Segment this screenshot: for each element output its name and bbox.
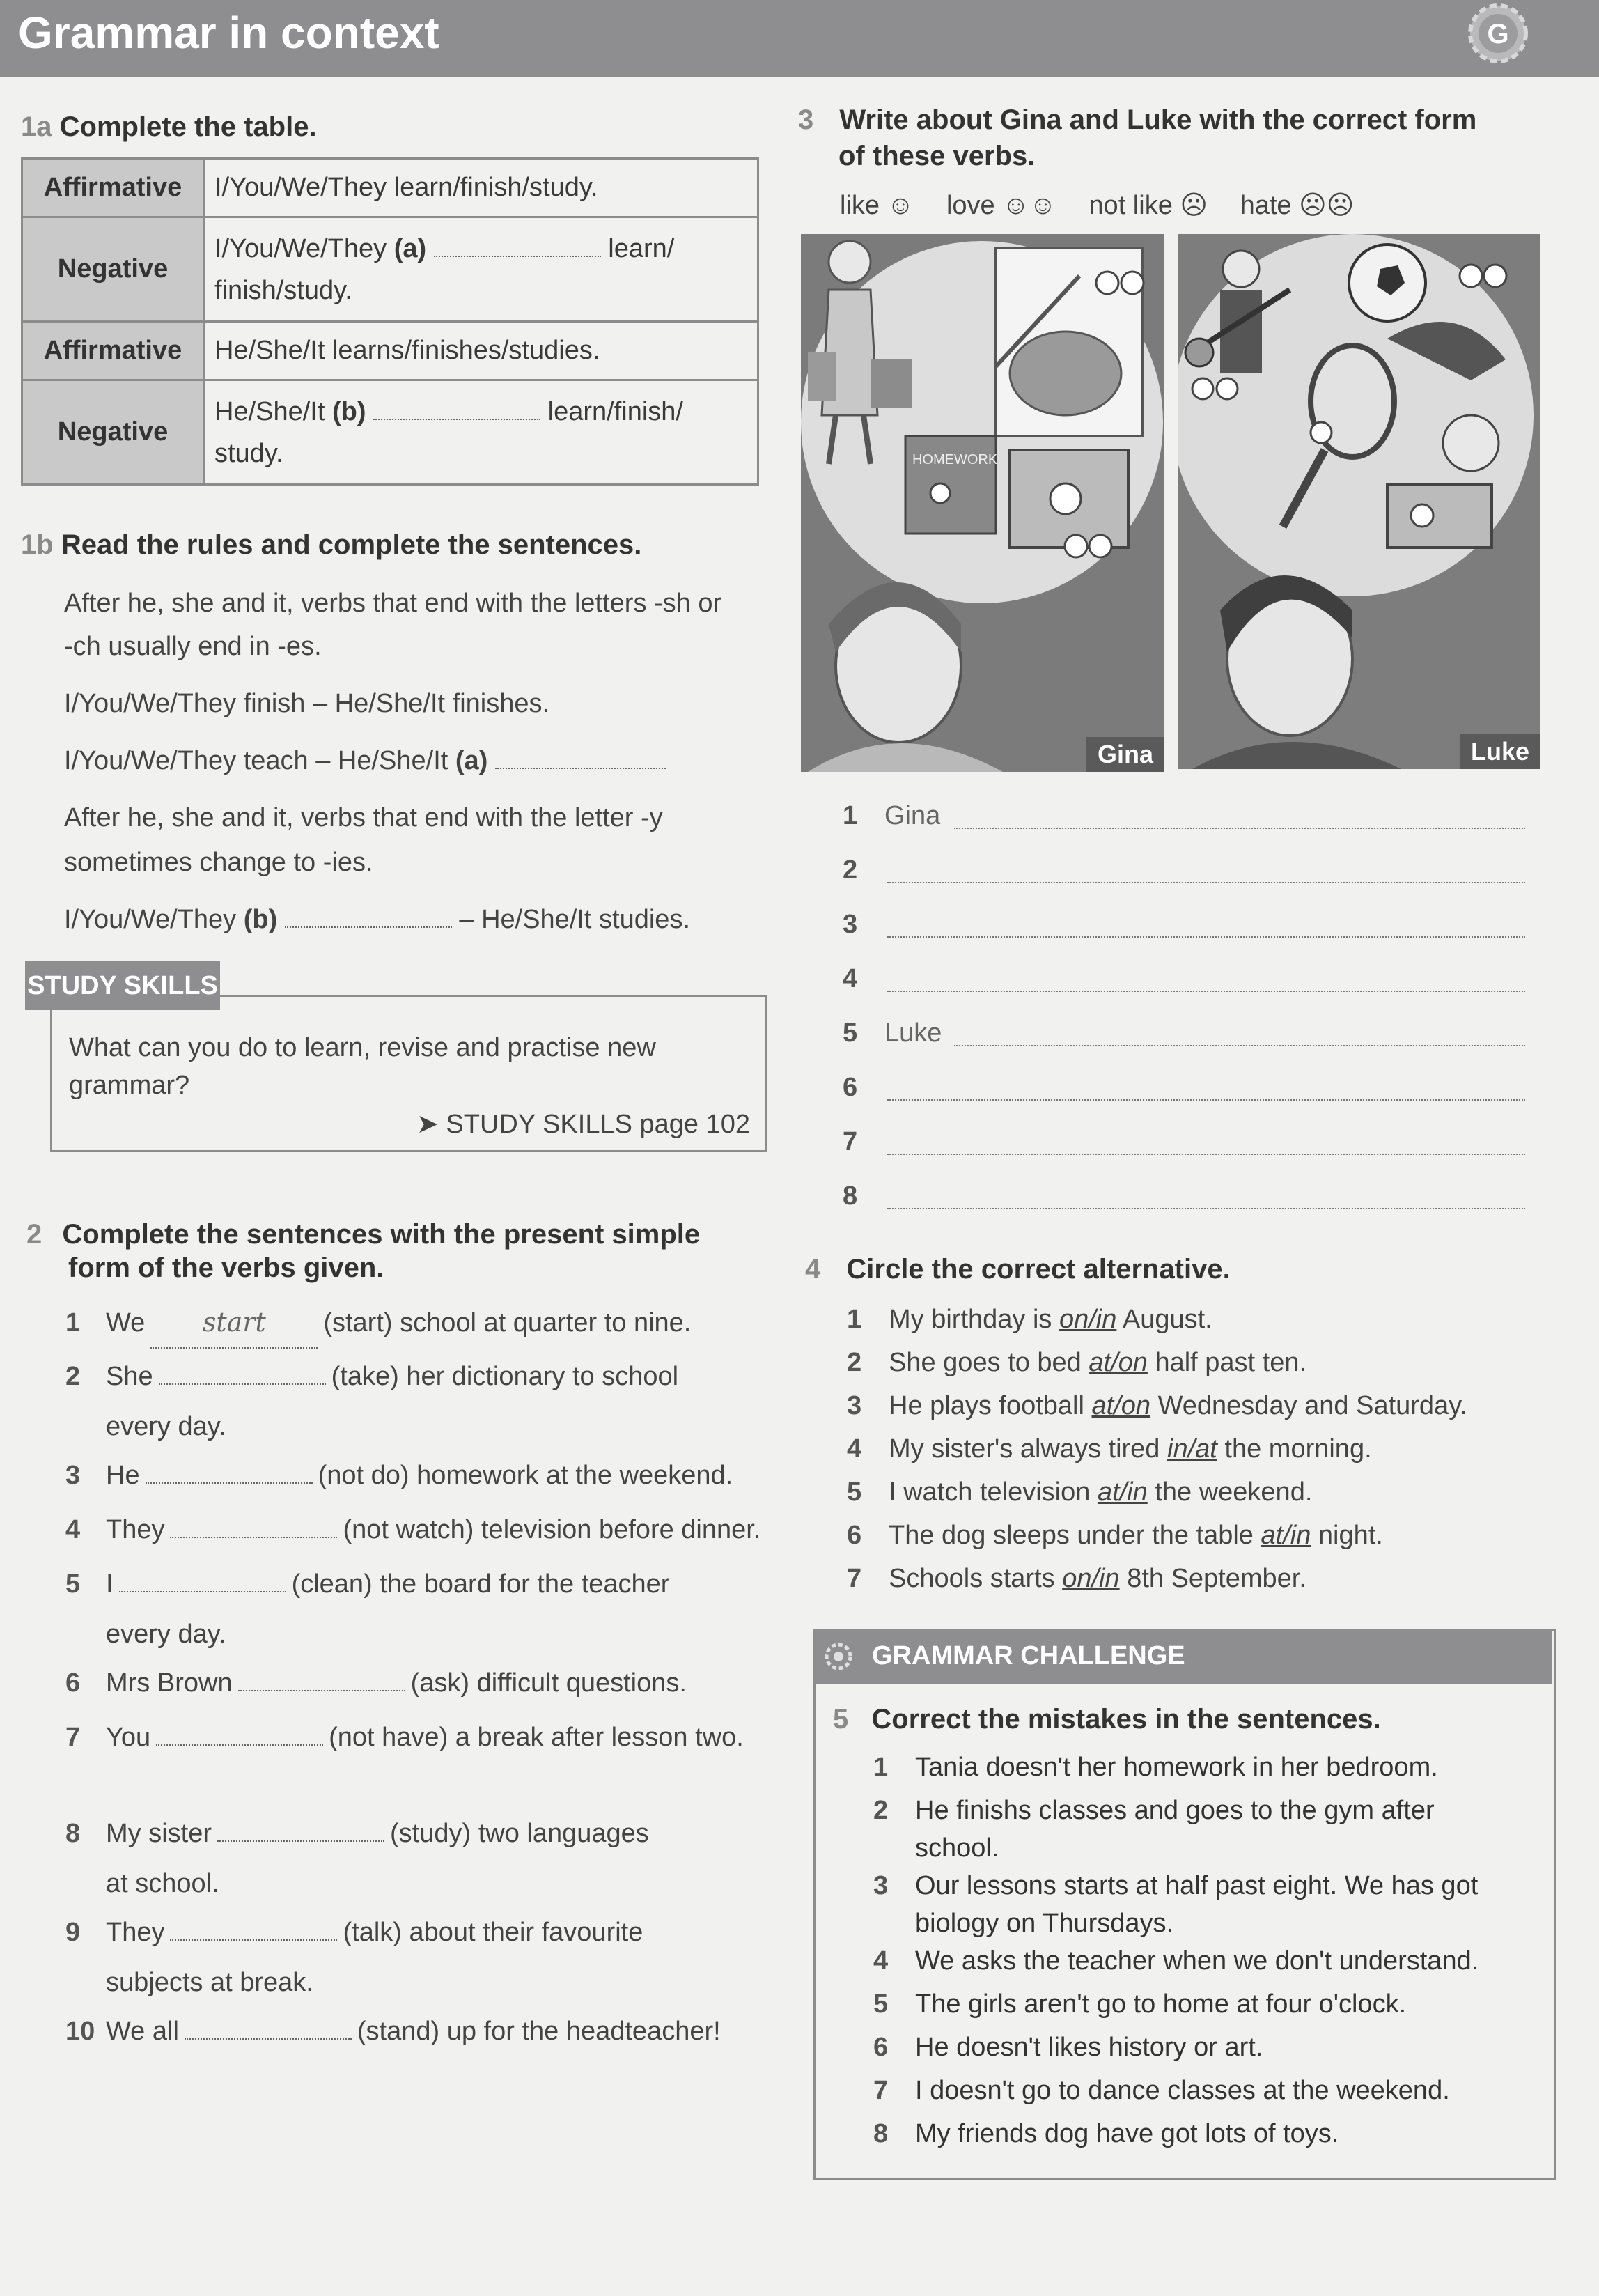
item-after: night.: [1318, 1521, 1383, 1550]
list-item: [847, 1559, 1543, 1598]
verb-love: [946, 191, 1056, 220]
luke-illustration: [1178, 234, 1540, 769]
example2: [64, 738, 760, 783]
item-rest: (ask) difficult questions.: [410, 1668, 687, 1698]
line-number: 8: [843, 1181, 858, 1211]
line-number: 6: [843, 1073, 858, 1102]
smiley-icon: [1411, 504, 1433, 527]
answer-blank[interactable]: [146, 1482, 313, 1484]
list-item: [873, 1748, 1542, 1786]
palette: [1010, 332, 1121, 415]
smiley-icon: ☺: [887, 191, 914, 220]
homework-book: [905, 436, 996, 534]
item-subject: Mrs Brown: [106, 1668, 233, 1698]
answer-blank[interactable]: [170, 1939, 337, 1941]
blank-marker: (a): [393, 233, 427, 263]
grammar-gear-icon: [1460, 1, 1536, 65]
shopping-bag: [808, 352, 836, 401]
item-number: 5: [65, 1569, 81, 1599]
row-text: [204, 217, 758, 322]
answer-input-line[interactable]: [887, 1099, 1525, 1101]
gina-illustration: [801, 234, 1164, 772]
verb-hate: [1240, 191, 1355, 220]
item-number: 2: [847, 1348, 862, 1377]
item-number: 8: [65, 1819, 81, 1848]
answer-line: [843, 959, 1539, 1000]
list-item: [65, 1450, 804, 1500]
answer-input-line[interactable]: [887, 936, 1525, 938]
item-rest: (not have) a break after lesson two.: [329, 1723, 744, 1752]
ex3-title-line1: Write about Gina and Luke with the correct form: [839, 104, 1477, 135]
list-item: [65, 1907, 804, 2008]
answer-blank[interactable]: [156, 1744, 323, 1746]
verb-word: like: [840, 191, 880, 220]
option-choice[interactable]: in/at: [1167, 1434, 1217, 1464]
item-number: 7: [65, 1723, 81, 1752]
item-before: She goes to bed: [889, 1348, 1082, 1377]
option-choice[interactable]: on/in: [1059, 1305, 1117, 1334]
item-before: He plays football: [889, 1391, 1084, 1420]
table-row: [22, 159, 758, 217]
item-after: half past ten.: [1155, 1348, 1307, 1377]
item-line1: Our lessons starts at half past eight. We has got: [915, 1871, 1479, 1900]
item-rest: (not do) homework at the weekend.: [318, 1461, 733, 1490]
luke-scene: [1178, 234, 1540, 769]
page-title: Grammar in context: [18, 8, 439, 58]
row-text-before: He/She/It: [214, 396, 325, 426]
answer-input-line[interactable]: [887, 1208, 1525, 1209]
item-before: Schools starts: [889, 1564, 1055, 1593]
example3: [64, 897, 760, 942]
line-number: 5: [843, 1018, 858, 1048]
item-number: 4: [65, 1515, 81, 1544]
laptop: [1387, 485, 1492, 548]
item-before: I watch television: [889, 1477, 1091, 1507]
item-number: 3: [65, 1461, 81, 1490]
item-line1: I doesn't go to dance classes at the weekend.: [915, 2076, 1450, 2105]
study-skills-text: [69, 1029, 656, 1104]
answer-line: [843, 796, 1539, 837]
item-number: 1: [873, 1753, 889, 1782]
item-continuation: every day.: [106, 1620, 226, 1649]
row-text-after: learn/ finish/study.: [214, 233, 675, 305]
row-text-before: I/You/We/They learn/finish/study.: [214, 173, 598, 202]
item-number: 8: [873, 2119, 889, 2148]
item-continuation: every day.: [106, 1412, 226, 1441]
verb-not-like: [1089, 191, 1208, 220]
item-line1: My friends dog have got lots of toys.: [915, 2119, 1339, 2148]
row-text-before: I/You/We/They: [214, 233, 387, 263]
line-number: 1: [843, 801, 858, 830]
example3-after: – He/She/It studies.: [459, 905, 691, 934]
row-label: Negative: [22, 380, 204, 485]
list-item: [847, 1516, 1543, 1555]
item-line2: biology on Thursdays.: [915, 1909, 1174, 1938]
item-rest: (stand) up for the headteacher!: [357, 2017, 721, 2046]
answer-line: [843, 904, 1539, 946]
rule1-line1: After he, she and it, verbs that end with the letters -sh or: [64, 589, 722, 618]
item-line1: He doesn't likes history or art.: [915, 2033, 1263, 2062]
answer-blank[interactable]: [373, 419, 540, 420]
rule2-line1: After he, she and it, verbs that end with the letter -y: [64, 803, 663, 832]
answer-blank[interactable]: [495, 768, 666, 769]
study-skills-line2: grammar?: [69, 1071, 190, 1100]
table-row: [22, 322, 758, 380]
item-number: 7: [847, 1564, 862, 1593]
item-subject: We: [106, 1308, 146, 1337]
line-number: 3: [843, 910, 858, 939]
homework-label: HOMEWORK: [912, 452, 998, 467]
line-start: Gina: [884, 801, 941, 830]
answer-input-line[interactable]: [954, 1045, 1525, 1046]
answer-blank[interactable]: [217, 1840, 384, 1842]
ex2-title-line1: Complete the sentences with the present simple: [62, 1219, 701, 1250]
item-line1: We asks the teacher when we don't understand.: [915, 1946, 1479, 1976]
list-item: [65, 1808, 804, 1909]
smiley-icon: [1460, 265, 1482, 287]
item-after: Wednesday and Saturday.: [1157, 1391, 1467, 1420]
guitar-player: [1223, 251, 1259, 287]
line-start: Luke: [884, 1018, 942, 1048]
list-item: [873, 2029, 1542, 2066]
list-item: [65, 1351, 804, 1452]
grammar-letter: G: [1487, 19, 1509, 49]
item-number: 2: [873, 1796, 889, 1825]
frown-icon: [1192, 378, 1213, 399]
item-number: 10: [65, 2017, 95, 2046]
row-text-after: learn/finish/ study.: [214, 396, 683, 468]
option-choice[interactable]: at/on: [1089, 1348, 1148, 1377]
answer-input-line[interactable]: [887, 882, 1525, 883]
list-item: [873, 1985, 1542, 2023]
study-skills-tab: STUDY SKILLS: [25, 961, 220, 1010]
gina-label: Gina: [1086, 737, 1164, 772]
item-number: 9: [65, 1918, 81, 1947]
list-item: [873, 1942, 1542, 1980]
item-number: 3: [873, 1871, 889, 1900]
verb-table: [21, 157, 759, 486]
item-number: 5: [847, 1477, 862, 1507]
answer-line: [843, 1176, 1539, 1218]
answer-line: [843, 1122, 1539, 1163]
smiley-icon: [1484, 265, 1506, 287]
list-item: [847, 1473, 1543, 1512]
answer-line: [843, 850, 1539, 892]
ex1b-title: Read the rules and complete the sentences.: [61, 529, 642, 560]
answer-blank[interactable]: [185, 2038, 352, 2040]
item-line1: The girls aren't go to home at four o'clock.: [915, 1989, 1407, 2019]
item-rest: (take) her dictionary to school: [331, 1362, 679, 1391]
ex2-number: 2: [26, 1219, 42, 1250]
gina-scene: [801, 234, 1164, 772]
item-before: My birthday is: [889, 1305, 1052, 1334]
ex2-title-line2: form of the verbs given.: [68, 1252, 384, 1283]
item-subject: She: [106, 1362, 153, 1391]
list-item: [65, 1505, 804, 1555]
line-number: 7: [843, 1127, 858, 1156]
item-number: 6: [847, 1521, 862, 1550]
row-label: Affirmative: [22, 159, 204, 217]
item-rest: (talk) about their favourite: [343, 1918, 644, 1947]
example2-text: I/You/We/They teach – He/She/It: [64, 746, 448, 775]
double-smiley-icon: ☺☺: [1002, 191, 1056, 220]
example1: I/You/We/They finish – He/She/It finishes.: [64, 689, 550, 718]
rule1-line2: -ch usually end in -es.: [64, 632, 322, 661]
list-item: [873, 2072, 1542, 2109]
item-subject: My sister: [106, 1819, 212, 1848]
item-rest: (not watch) television before dinner.: [343, 1515, 761, 1544]
item-after: August.: [1122, 1305, 1212, 1334]
item-before: The dog sleeps under the table: [889, 1521, 1254, 1550]
row-label: Affirmative: [22, 322, 204, 380]
verb-like: [840, 191, 914, 220]
item-subject: I: [106, 1569, 114, 1599]
ex3-heading: [798, 102, 1476, 174]
list-item: [873, 2115, 1542, 2152]
option-choice[interactable]: on/in: [1062, 1564, 1120, 1593]
list-item: [65, 1712, 804, 1762]
ex1b-heading: [21, 529, 641, 561]
item-number: 6: [873, 2033, 889, 2062]
answer-blank[interactable]: [170, 1537, 337, 1538]
item-after: the weekend.: [1155, 1477, 1313, 1507]
item-before: My sister's always tired: [889, 1434, 1160, 1464]
item-number: 5: [873, 1989, 889, 2019]
blank-marker: (a): [455, 746, 488, 775]
verb-word: hate: [1240, 191, 1292, 220]
ex5-heading: [833, 1704, 1381, 1735]
ex1a-title: Complete the table.: [59, 111, 317, 142]
list-item: [65, 1658, 804, 1708]
item-rest: (clean) the board for the teacher: [291, 1569, 670, 1599]
ex4-number: 4: [805, 1254, 821, 1285]
page-header: [0, 0, 1599, 77]
answer-input-line[interactable]: [887, 991, 1525, 992]
table-row: [22, 380, 758, 485]
option-choice[interactable]: at/in: [1261, 1521, 1311, 1550]
verb-word: love: [946, 191, 995, 220]
list-item: [65, 1297, 804, 1349]
item-continuation: subjects at break.: [106, 1968, 313, 1997]
study-skills-box: [50, 995, 767, 1152]
list-item: [847, 1386, 1543, 1425]
row-text: [204, 380, 758, 485]
challenge-gear-icon: [823, 1641, 854, 1672]
row-text: [204, 159, 758, 217]
ex2-heading: [26, 1218, 700, 1285]
answer-line: [843, 1067, 1539, 1109]
answer-blank[interactable]: [434, 256, 601, 257]
ex4-title: Circle the correct alternative.: [846, 1254, 1231, 1285]
verb-key: [840, 189, 1354, 221]
frown-icon: [1065, 535, 1087, 557]
ex5-number: 5: [833, 1704, 849, 1735]
rule2-line2: sometimes change to -ies.: [64, 848, 373, 877]
item-number: 3: [847, 1391, 862, 1420]
line-number: 4: [843, 964, 858, 993]
table-row: [22, 217, 758, 322]
answer-blank[interactable]: [159, 1383, 326, 1385]
item-rest: (study) two languages: [390, 1819, 649, 1848]
option-choice[interactable]: at/on: [1091, 1391, 1151, 1420]
list-item: [847, 1343, 1543, 1382]
item-subject: They: [106, 1515, 165, 1544]
ex1a-heading: [21, 111, 317, 143]
answer-blank[interactable]: [238, 1690, 405, 1691]
example3-text: I/You/We/They: [64, 905, 237, 934]
ex5-title: Correct the mistakes in the sentences.: [871, 1704, 1381, 1735]
grammar-challenge-bar: [813, 1629, 1552, 1684]
list-item: [65, 1559, 804, 1659]
luke-label: Luke: [1460, 734, 1540, 769]
answer-blank[interactable]: [119, 1591, 286, 1592]
item-number: 7: [873, 2076, 889, 2105]
answer-input-line[interactable]: [954, 828, 1525, 829]
item-number: 4: [847, 1434, 862, 1464]
girl-figure: [829, 241, 871, 283]
smiley-icon: [1096, 272, 1118, 294]
ex3-number: 3: [798, 104, 814, 135]
item-after: the morning.: [1224, 1434, 1372, 1464]
answer-blank[interactable]: [150, 1297, 318, 1349]
ex3-title-line2: of these verbs.: [838, 141, 1036, 171]
list-item: [873, 1867, 1542, 1942]
item-line1: Tania doesn't her homework in her bedroom.: [915, 1753, 1438, 1782]
list-item: [847, 1429, 1543, 1468]
item-number: 6: [65, 1668, 81, 1698]
blank-marker: (b): [332, 396, 366, 426]
item-line2: school.: [915, 1833, 999, 1863]
row-text: [204, 322, 758, 380]
item-number: 1: [65, 1308, 81, 1337]
ex4-heading: [805, 1254, 1231, 1285]
frown-icon: [930, 483, 950, 503]
frown-icon: [1311, 422, 1332, 443]
item-rest: (start) school at quarter to nine.: [323, 1308, 692, 1337]
frown-icon: [1217, 378, 1238, 399]
answer-text: start: [202, 1307, 266, 1337]
item-continuation: at school.: [106, 1869, 219, 1898]
smiley-icon: [1121, 272, 1144, 294]
item-subject: You: [106, 1723, 151, 1752]
item-number: 1: [847, 1305, 862, 1334]
list-item: [65, 2006, 804, 2056]
answer-blank[interactable]: [285, 926, 452, 928]
grammar-challenge-title: GRAMMAR CHALLENGE: [872, 1641, 1185, 1670]
frown-icon: [1089, 535, 1112, 557]
ex1b-number: 1b: [21, 529, 54, 560]
list-item: [873, 1792, 1542, 1867]
item-after: 8th September.: [1127, 1564, 1306, 1593]
option-choice[interactable]: at/in: [1097, 1477, 1148, 1507]
ex1a-number: 1a: [21, 111, 52, 142]
item-number: 2: [65, 1362, 81, 1391]
line-number: 2: [843, 855, 858, 885]
answer-line: [843, 1013, 1539, 1055]
frown-icon: ☹: [1180, 191, 1208, 220]
item-number: 4: [873, 1946, 889, 1976]
blank-marker: (b): [243, 905, 278, 934]
verb-word: not like: [1089, 191, 1173, 220]
row-text-before: He/She/It learns/finishes/studies.: [214, 336, 600, 365]
study-skills-line1: What can you do to learn, revise and practise new: [69, 1033, 656, 1062]
item-subject: He: [106, 1461, 140, 1490]
double-frown-icon: ☹☹: [1299, 191, 1355, 220]
item-subject: We all: [106, 2017, 179, 2046]
row-label: Negative: [22, 217, 204, 322]
list-item: [847, 1300, 1543, 1339]
item-line1: He finishs classes and goes to the gym after: [915, 1796, 1435, 1825]
study-skills-ref[interactable]: ➤ STUDY SKILLS page 102: [416, 1110, 750, 1139]
ex1b-rules: [64, 581, 760, 942]
item-subject: They: [106, 1918, 165, 1947]
answer-input-line[interactable]: [887, 1154, 1525, 1155]
